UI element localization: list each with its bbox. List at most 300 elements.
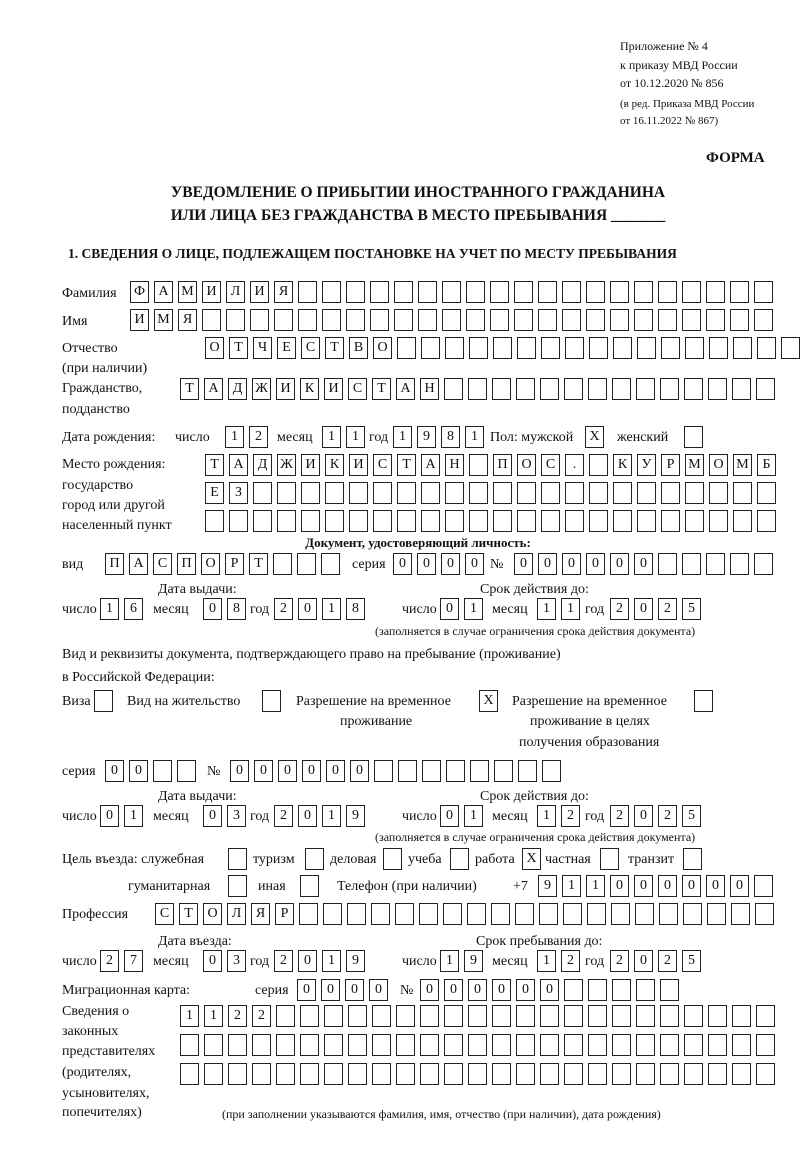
char-box[interactable] [612,979,631,1001]
char-box[interactable] [468,1063,487,1085]
char-box[interactable] [589,337,608,359]
sex-female-checkbox[interactable] [684,426,703,448]
char-box[interactable]: Е [277,337,296,359]
char-box[interactable] [490,309,509,331]
char-box[interactable] [177,760,196,782]
char-box[interactable] [757,482,776,504]
char-box[interactable] [754,309,773,331]
char-box[interactable] [755,903,774,925]
char-box[interactable]: Д [253,454,272,476]
char-box[interactable] [349,482,368,504]
char-box[interactable]: 0 [514,553,533,575]
char-box[interactable] [708,378,727,400]
doc-series-field[interactable] [393,553,484,575]
char-box[interactable] [492,378,511,400]
char-box[interactable]: Р [661,454,680,476]
char-box[interactable]: 0 [634,553,653,575]
char-box[interactable] [610,309,629,331]
char-box[interactable]: Ф [130,281,149,303]
char-box[interactable]: 0 [298,598,317,620]
char-box[interactable] [754,281,773,303]
char-box[interactable] [323,903,342,925]
char-box[interactable] [564,979,583,1001]
char-box[interactable]: Ч [253,337,272,359]
char-box[interactable] [492,1005,511,1027]
char-box[interactable] [396,1005,415,1027]
char-box[interactable] [684,1034,703,1056]
char-box[interactable]: X [522,848,541,870]
char-box[interactable] [731,903,750,925]
char-box[interactable] [682,553,701,575]
char-box[interactable]: 0 [610,875,629,897]
char-box[interactable] [514,309,533,331]
char-box[interactable]: 0 [345,979,364,1001]
char-box[interactable]: 0 [393,553,412,575]
char-box[interactable]: 1 [561,598,580,620]
char-box[interactable]: 9 [464,950,483,972]
char-box[interactable] [396,1063,415,1085]
char-box[interactable] [253,510,272,532]
doc-type-field[interactable] [105,553,340,575]
char-box[interactable] [756,1063,775,1085]
char-box[interactable] [444,1034,463,1056]
char-box[interactable]: Т [397,454,416,476]
char-box[interactable] [733,337,752,359]
char-box[interactable] [276,1063,295,1085]
char-box[interactable]: А [129,553,148,575]
char-box[interactable]: П [105,553,124,575]
visa-checkbox[interactable] [94,690,113,712]
char-box[interactable] [383,848,402,870]
char-box[interactable]: 0 [326,760,345,782]
purpose-private-checkbox[interactable] [600,848,619,870]
char-box[interactable] [301,510,320,532]
char-box[interactable] [682,281,701,303]
char-box[interactable] [492,1063,511,1085]
char-box[interactable]: 0 [540,979,559,1001]
char-box[interactable] [419,903,438,925]
char-box[interactable] [613,510,632,532]
char-box[interactable]: Я [274,281,293,303]
char-box[interactable] [372,1063,391,1085]
stay-day-field[interactable] [440,950,483,972]
char-box[interactable] [445,482,464,504]
char-box[interactable] [493,482,512,504]
char-box[interactable] [732,1034,751,1056]
issue-year-field[interactable] [274,598,365,620]
stay-valid-month-field[interactable] [537,805,580,827]
char-box[interactable] [588,979,607,1001]
char-box[interactable] [781,337,800,359]
char-box[interactable] [588,1063,607,1085]
char-box[interactable] [298,309,317,331]
entry-year-field[interactable] [274,950,365,972]
char-box[interactable] [636,378,655,400]
char-box[interactable]: 1 [562,875,581,897]
char-box[interactable] [539,903,558,925]
char-box[interactable]: И [276,378,295,400]
char-box[interactable] [732,1005,751,1027]
char-box[interactable]: О [709,454,728,476]
char-box[interactable]: 1 [464,805,483,827]
char-box[interactable] [442,281,461,303]
purpose-official-checkbox[interactable] [228,848,247,870]
char-box[interactable] [517,482,536,504]
stay-valid-day-field[interactable] [440,805,483,827]
char-box[interactable]: 0 [230,760,249,782]
char-box[interactable] [540,378,559,400]
entry-day-field[interactable] [100,950,143,972]
char-box[interactable] [707,903,726,925]
char-box[interactable]: 1 [440,950,459,972]
char-box[interactable]: . [565,454,584,476]
char-box[interactable] [541,337,560,359]
char-box[interactable]: 0 [468,979,487,1001]
char-box[interactable]: 2 [561,805,580,827]
char-box[interactable] [324,1005,343,1027]
char-box[interactable] [636,1034,655,1056]
char-box[interactable]: С [541,454,560,476]
citizenship-field[interactable] [180,378,775,400]
char-box[interactable] [94,690,113,712]
char-box[interactable]: Л [226,281,245,303]
char-box[interactable]: Ж [252,378,271,400]
char-box[interactable]: X [585,426,604,448]
char-box[interactable]: О [201,553,220,575]
char-box[interactable] [300,1034,319,1056]
char-box[interactable]: М [685,454,704,476]
char-box[interactable] [564,1063,583,1085]
char-box[interactable]: А [154,281,173,303]
char-box[interactable] [659,903,678,925]
char-box[interactable] [398,760,417,782]
char-box[interactable] [397,337,416,359]
char-box[interactable] [756,1005,775,1027]
patronymic-field[interactable] [205,337,800,359]
issue-month-field[interactable] [203,598,246,620]
char-box[interactable] [445,337,464,359]
char-box[interactable] [492,1034,511,1056]
char-box[interactable]: Д [228,378,247,400]
char-box[interactable] [685,510,704,532]
representatives-row-2[interactable] [180,1034,775,1056]
char-box[interactable] [694,690,713,712]
char-box[interactable] [228,875,247,897]
char-box[interactable] [586,281,605,303]
char-box[interactable]: 0 [538,553,557,575]
char-box[interactable] [733,482,752,504]
char-box[interactable] [226,309,245,331]
char-box[interactable]: 0 [465,553,484,575]
char-box[interactable] [204,1063,223,1085]
char-box[interactable] [730,553,749,575]
stay-month-field[interactable] [537,950,580,972]
char-box[interactable] [658,309,677,331]
char-box[interactable]: Л [227,903,246,925]
char-box[interactable]: 0 [730,875,749,897]
migration-series-field[interactable] [297,979,388,1001]
char-box[interactable]: 1 [180,1005,199,1027]
char-box[interactable]: Т [372,378,391,400]
char-box[interactable]: 2 [252,1005,271,1027]
char-box[interactable]: Б [757,454,776,476]
char-box[interactable]: 0 [278,760,297,782]
purpose-transit-checkbox[interactable] [683,848,702,870]
char-box[interactable] [660,979,679,1001]
char-box[interactable]: 2 [610,598,629,620]
char-box[interactable]: 0 [658,875,677,897]
char-box[interactable] [372,1034,391,1056]
char-box[interactable]: 2 [658,598,677,620]
char-box[interactable]: 0 [682,875,701,897]
birth-month-field[interactable] [322,426,365,448]
char-box[interactable] [322,281,341,303]
valid-month-field[interactable] [537,598,580,620]
char-box[interactable] [372,1005,391,1027]
char-box[interactable]: 0 [634,805,653,827]
char-box[interactable] [589,482,608,504]
char-box[interactable]: И [301,454,320,476]
char-box[interactable]: 0 [562,553,581,575]
char-box[interactable] [516,1005,535,1027]
char-box[interactable]: Т [325,337,344,359]
char-box[interactable] [347,903,366,925]
char-box[interactable] [516,1063,535,1085]
char-box[interactable] [228,1034,247,1056]
char-box[interactable] [469,337,488,359]
char-box[interactable]: 2 [658,950,677,972]
char-box[interactable]: 1 [464,598,483,620]
char-box[interactable]: 2 [100,950,119,972]
char-box[interactable] [708,1063,727,1085]
char-box[interactable] [661,337,680,359]
char-box[interactable]: 0 [634,950,653,972]
char-box[interactable]: О [203,903,222,925]
char-box[interactable] [493,337,512,359]
char-box[interactable] [661,510,680,532]
char-box[interactable]: 7 [124,950,143,972]
char-box[interactable] [517,337,536,359]
char-box[interactable] [756,1034,775,1056]
char-box[interactable] [274,309,293,331]
valid-year-field[interactable] [610,598,701,620]
char-box[interactable]: О [517,454,536,476]
char-box[interactable]: М [178,281,197,303]
char-box[interactable]: Т [205,454,224,476]
char-box[interactable] [658,281,677,303]
char-box[interactable] [683,848,702,870]
char-box[interactable] [394,281,413,303]
char-box[interactable] [708,1034,727,1056]
purpose-business-checkbox[interactable] [383,848,402,870]
char-box[interactable]: 0 [369,979,388,1001]
name-field[interactable] [130,309,773,331]
migration-number-field[interactable] [420,979,679,1001]
char-box[interactable] [252,1063,271,1085]
char-box[interactable] [418,309,437,331]
valid-day-field[interactable] [440,598,483,620]
char-box[interactable] [709,510,728,532]
char-box[interactable] [636,979,655,1001]
char-box[interactable]: А [396,378,415,400]
char-box[interactable]: З [229,482,248,504]
char-box[interactable]: 5 [682,805,701,827]
char-box[interactable]: Н [445,454,464,476]
char-box[interactable]: 0 [420,979,439,1001]
char-box[interactable]: 0 [298,950,317,972]
char-box[interactable] [754,553,773,575]
char-box[interactable]: 0 [129,760,148,782]
char-box[interactable] [301,482,320,504]
char-box[interactable] [610,281,629,303]
char-box[interactable] [682,309,701,331]
purpose-study-checkbox[interactable] [450,848,469,870]
char-box[interactable]: Н [420,378,439,400]
char-box[interactable] [421,482,440,504]
char-box[interactable] [732,378,751,400]
char-box[interactable] [541,510,560,532]
char-box[interactable]: 1 [204,1005,223,1027]
surname-field[interactable] [130,281,773,303]
issue-day-field[interactable] [100,598,143,620]
char-box[interactable] [684,378,703,400]
char-box[interactable]: С [153,553,172,575]
char-box[interactable]: Т [180,378,199,400]
char-box[interactable] [540,1063,559,1085]
char-box[interactable] [757,337,776,359]
char-box[interactable] [300,1005,319,1027]
char-box[interactable] [538,309,557,331]
char-box[interactable] [371,903,390,925]
char-box[interactable] [493,510,512,532]
char-box[interactable] [754,875,773,897]
char-box[interactable] [612,1063,631,1085]
char-box[interactable] [262,690,281,712]
char-box[interactable]: 1 [124,805,143,827]
char-box[interactable] [562,309,581,331]
char-box[interactable]: 0 [634,875,653,897]
stay-issue-day-field[interactable] [100,805,143,827]
char-box[interactable]: 0 [586,553,605,575]
char-box[interactable] [756,378,775,400]
char-box[interactable]: 1 [537,598,556,620]
char-box[interactable] [444,1063,463,1085]
char-box[interactable]: О [373,337,392,359]
char-box[interactable]: 1 [586,875,605,897]
char-box[interactable]: 0 [610,553,629,575]
char-box[interactable] [564,1034,583,1056]
char-box[interactable] [588,1005,607,1027]
char-box[interactable] [589,454,608,476]
char-box[interactable]: В [349,337,368,359]
char-box[interactable]: Е [205,482,224,504]
char-box[interactable] [542,760,561,782]
char-box[interactable] [469,510,488,532]
char-box[interactable] [709,337,728,359]
char-box[interactable]: 1 [322,805,341,827]
char-box[interactable] [297,553,316,575]
char-box[interactable] [348,1034,367,1056]
char-box[interactable] [250,309,269,331]
char-box[interactable]: 1 [537,805,556,827]
purpose-work-checkbox[interactable] [522,848,541,870]
char-box[interactable]: 8 [441,426,460,448]
char-box[interactable]: 2 [249,426,268,448]
char-box[interactable] [516,1034,535,1056]
profession-field[interactable] [155,903,774,925]
char-box[interactable]: Ж [277,454,296,476]
char-box[interactable]: 2 [658,805,677,827]
char-box[interactable] [730,309,749,331]
char-box[interactable] [299,903,318,925]
char-box[interactable] [205,510,224,532]
char-box[interactable] [732,1063,751,1085]
char-box[interactable] [325,482,344,504]
char-box[interactable] [324,1063,343,1085]
char-box[interactable]: И [324,378,343,400]
char-box[interactable] [612,378,631,400]
char-box[interactable] [466,309,485,331]
stay-number-field[interactable] [230,760,561,782]
char-box[interactable]: 3 [227,950,246,972]
char-box[interactable]: 9 [346,950,365,972]
char-box[interactable]: 0 [203,598,222,620]
char-box[interactable]: 9 [417,426,436,448]
char-box[interactable] [588,378,607,400]
char-box[interactable] [613,482,632,504]
char-box[interactable]: С [155,903,174,925]
char-box[interactable]: 0 [440,805,459,827]
char-box[interactable]: 2 [274,598,293,620]
char-box[interactable]: 1 [225,426,244,448]
char-box[interactable]: А [421,454,440,476]
char-box[interactable] [346,281,365,303]
char-box[interactable]: 2 [274,950,293,972]
char-box[interactable]: 2 [228,1005,247,1027]
char-box[interactable] [276,1034,295,1056]
char-box[interactable] [396,1034,415,1056]
char-box[interactable]: 0 [321,979,340,1001]
char-box[interactable] [277,482,296,504]
char-box[interactable] [466,281,485,303]
char-box[interactable] [565,337,584,359]
char-box[interactable]: X [479,690,498,712]
char-box[interactable] [637,482,656,504]
char-box[interactable] [634,309,653,331]
char-box[interactable] [634,281,653,303]
char-box[interactable]: М [733,454,752,476]
birthplace-row-3[interactable] [205,510,776,532]
char-box[interactable]: П [493,454,512,476]
char-box[interactable] [494,760,513,782]
stay-issue-year-field[interactable] [274,805,365,827]
representatives-row-1[interactable] [180,1005,775,1027]
char-box[interactable] [706,281,725,303]
char-box[interactable]: 9 [346,805,365,827]
char-box[interactable] [324,1034,343,1056]
char-box[interactable] [202,309,221,331]
char-box[interactable] [565,482,584,504]
char-box[interactable] [397,510,416,532]
char-box[interactable] [636,1005,655,1027]
char-box[interactable] [397,482,416,504]
char-box[interactable]: Я [178,309,197,331]
purpose-humanitarian-checkbox[interactable] [228,875,247,897]
char-box[interactable] [229,510,248,532]
char-box[interactable]: Я [251,903,270,925]
char-box[interactable] [587,903,606,925]
char-box[interactable]: К [325,454,344,476]
